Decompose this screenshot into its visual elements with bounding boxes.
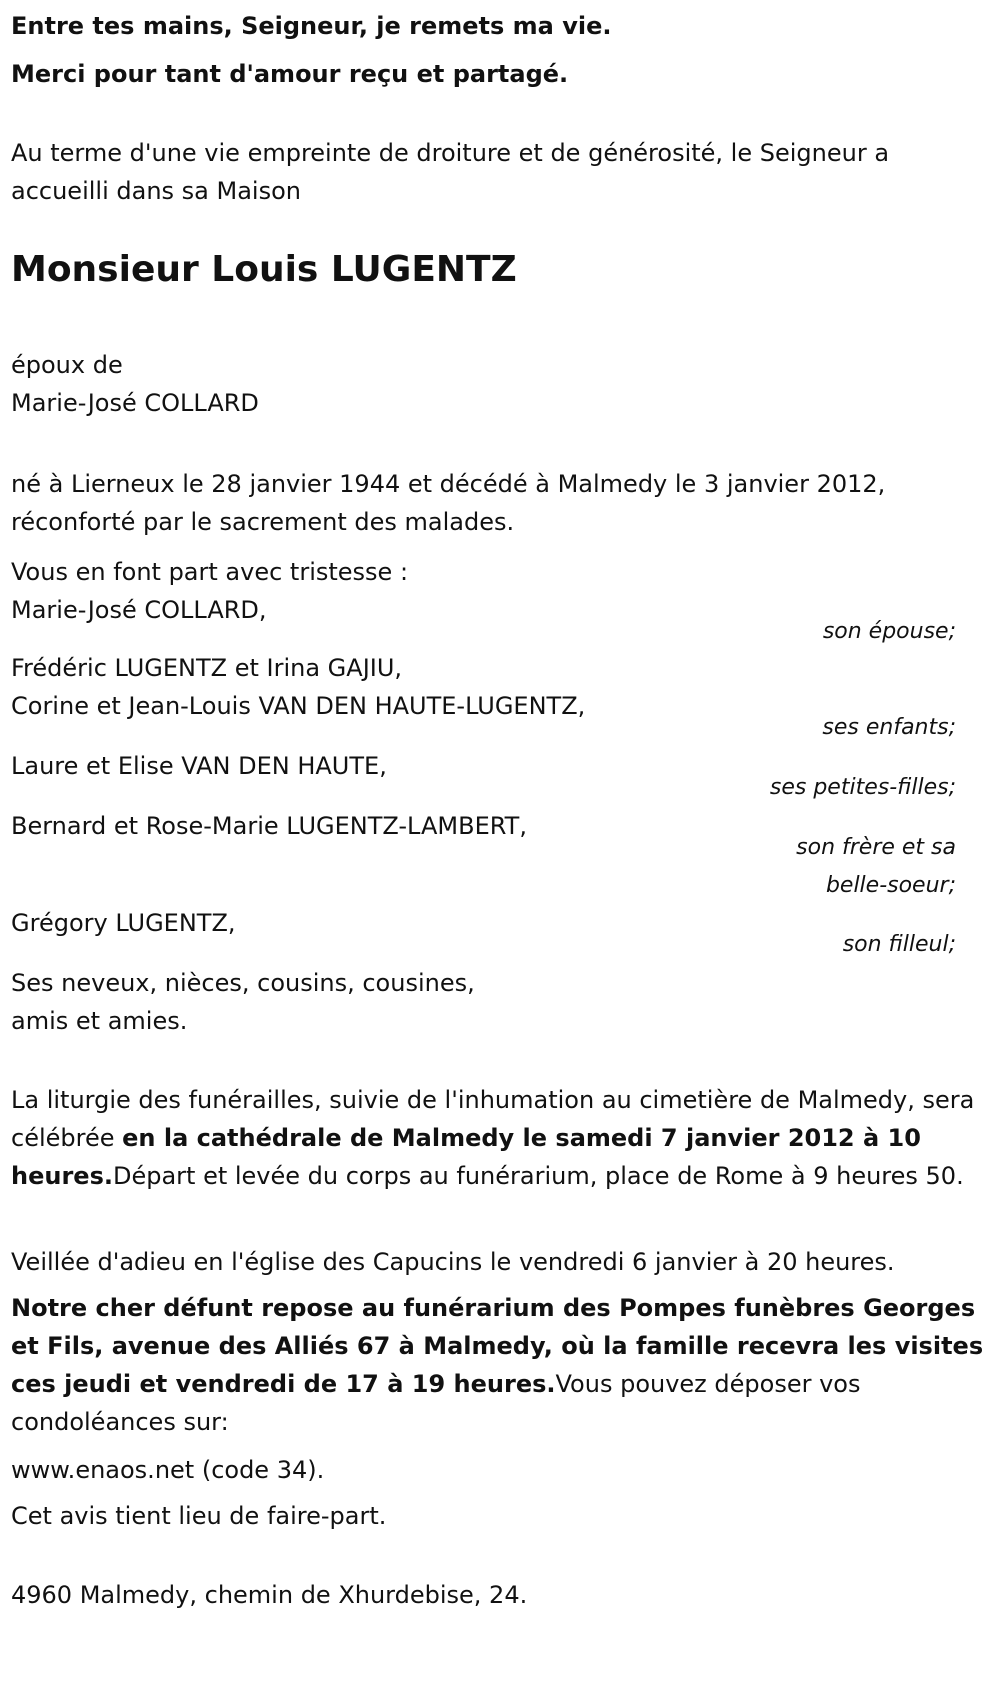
- funeral-text-part1: La liturgie des funérailles, suivie de l'inhumation au cimetière de Malmedy, sera célébrée: [11, 1086, 975, 1152]
- family-relation: son épouse;: [822, 619, 956, 644]
- funeral-text: [11, 1081, 986, 1195]
- motto-line-1: Entre tes mains, Seigneur, je remets ma vie.: [11, 12, 612, 40]
- family-member: Frédéric LUGENTZ et Irina GAJIU,: [11, 654, 403, 682]
- family-member: Laure et Elise VAN DEN HAUTE,: [11, 752, 387, 780]
- notice-text: Cet avis tient lieu de faire-part.: [11, 1502, 387, 1530]
- funeral-text-part2: Départ et levée du corps au funérarium, place de Rome à 9 heures 50.: [112, 1162, 964, 1190]
- spouse-name: Marie-José COLLARD: [11, 389, 259, 417]
- family-member: Marie-José COLLARD,: [11, 596, 267, 624]
- spouse-block: [11, 346, 259, 422]
- spouse-label: époux de: [11, 351, 123, 379]
- family-member: Bernard et Rose-Marie LUGENTZ-LAMBERT,: [11, 812, 527, 840]
- family-member: Corine et Jean-Louis VAN DEN HAUTE-LUGENTZ,: [11, 692, 586, 720]
- family-relation: ses petites-filles;: [769, 775, 956, 800]
- vigil-text: Veillée d'adieu en l'église des Capucins le vendredi 6 janvier à 20 heures.: [11, 1248, 895, 1276]
- family-relation: ses enfants;: [822, 715, 956, 740]
- family-member: Grégory LUGENTZ,: [11, 909, 236, 937]
- rest-text-bold: Notre cher défunt repose au funérarium des Pompes funèbres Georges et Fils, avenue des Alliés 67 à Malmedy, où la famille recevra les visites ces jeudi et vendredi de 17 à 19 heures.: [11, 1294, 984, 1398]
- intro-text: Au terme d'une vie empreinte de droiture et de générosité, le Seigneur a accueilli dans sa Maison: [11, 139, 890, 205]
- family-relation: son frère et sa: [796, 835, 956, 860]
- rest-text: [11, 1289, 986, 1441]
- birth-death-text: né à Lierneux le 28 janvier 1944 et décédé à Malmedy le 3 janvier 2012, réconforté par le sacrement des malades.: [11, 470, 886, 536]
- family-relation: belle-soeur;: [825, 873, 956, 898]
- motto-line-2: Merci pour tant d'amour reçu et partagé.: [11, 60, 569, 88]
- announce-text: Vous en font part avec tristesse :: [11, 558, 409, 586]
- funeral-text-bold: en la cathédrale de Malmedy le samedi 7 janvier 2012 à 10 heures.: [11, 1124, 921, 1190]
- address-text: 4960 Malmedy, chemin de Xhurdebise, 24.: [11, 1581, 528, 1609]
- website-text: www.enaos.net (code 34).: [11, 1456, 325, 1484]
- others-line: amis et amies.: [11, 1007, 188, 1035]
- others-line: Ses neveux, nièces, cousins, cousines,: [11, 969, 475, 997]
- deceased-name: Monsieur Louis LUGENTZ: [11, 249, 517, 290]
- rest-text-normal: Vous pouvez déposer vos condoléances sur:: [11, 1370, 861, 1436]
- family-relation: son filleul;: [842, 932, 956, 957]
